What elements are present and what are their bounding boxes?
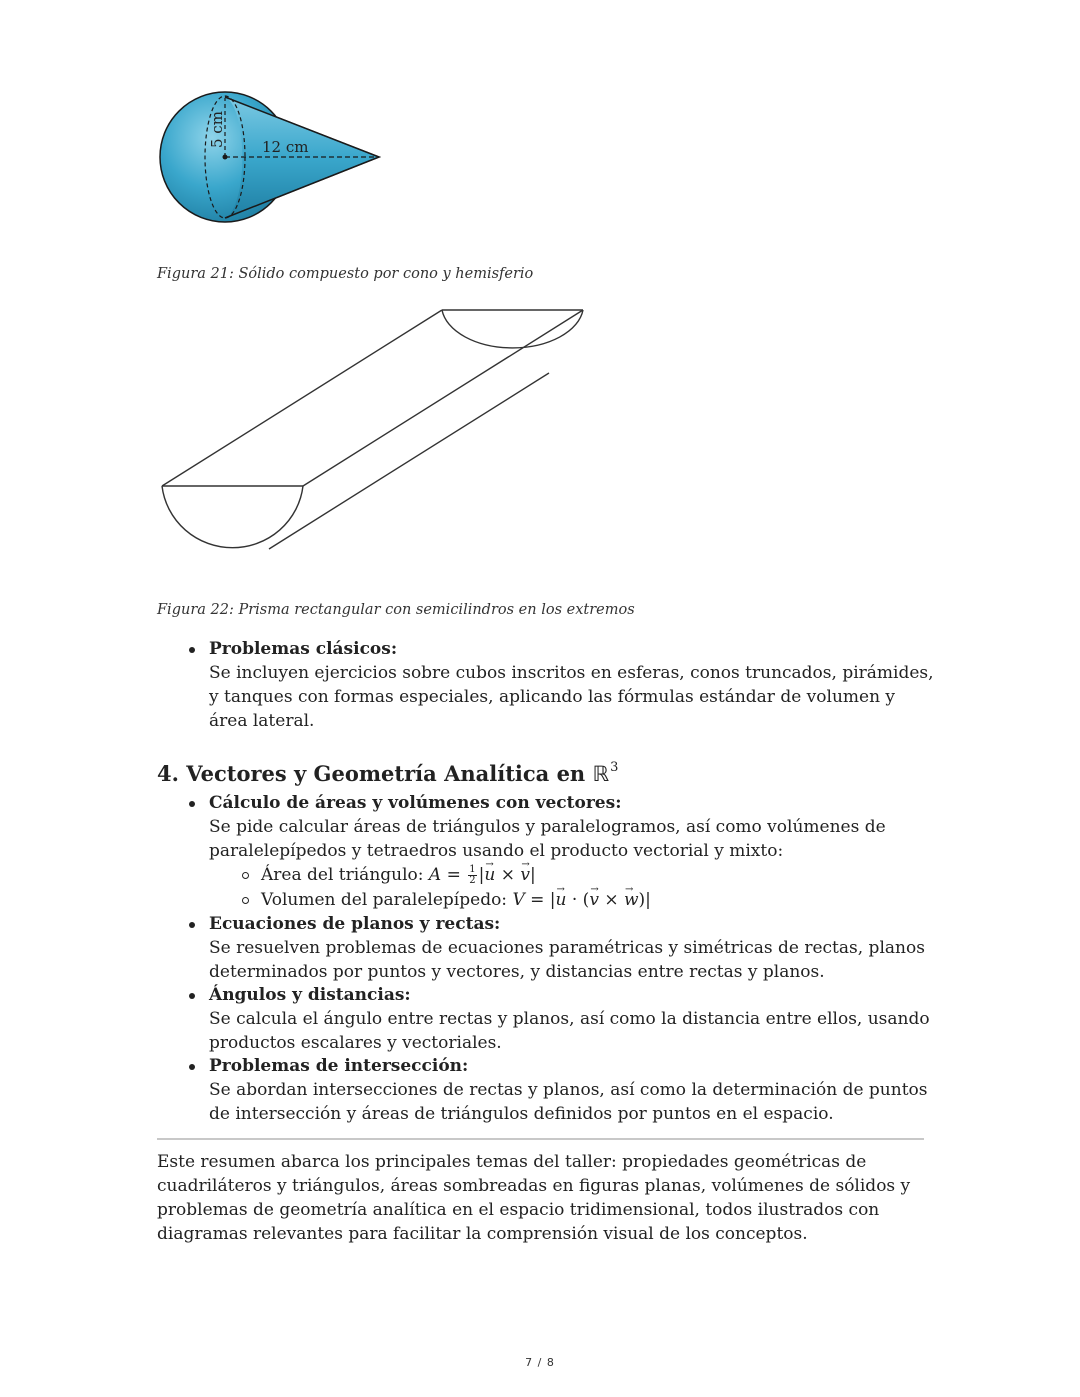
planes-lines-title: Ecuaciones de planos y rectas: xyxy=(209,914,501,934)
radius-label: 5 cm xyxy=(208,111,226,148)
page-number: 7 / 8 xyxy=(525,1356,555,1369)
areas-volumes-title: Cálculo de áreas y volúmenes con vectores: xyxy=(209,793,622,813)
real-space-exponent: 3 xyxy=(610,760,619,775)
formula-triangle-area-label: Área del triángulo: xyxy=(261,865,424,885)
formula-parallelepiped-volume-label: Volumen del paralelepípedo: xyxy=(261,890,508,910)
section-4-heading-text: 4. Vectores y Geometría Analítica en xyxy=(157,761,586,786)
real-space-symbol: ℝ xyxy=(592,762,610,786)
summary-paragraph: Este resumen abarca los principales temas del taller: propiedades geométricas de cuadriláteros y triángulos, áreas sombreadas en figuras planas, volúmenes de sólidos y problemas de geometría analítica en el espacio tridimensional, todos ilustrados con diagramas relevantes para facilitar la comprensión visual de los conceptos. xyxy=(157,1152,911,1244)
classic-problems-desc: Se incluyen ejercicios sobre cubos inscritos en esferas, conos truncados, pirámides, y tanques con formas especiales, aplicando las fórmulas estándar de volumen y área lateral. xyxy=(209,663,934,731)
classic-problems-title: Problemas clásicos: xyxy=(209,639,398,659)
trough-front-end xyxy=(162,486,303,548)
trough-bottom-edge xyxy=(269,373,549,549)
figure-22-trough xyxy=(150,300,600,565)
figure-21-caption: Figura 21: Sólido compuesto por cono y hemisferio xyxy=(157,266,534,282)
intersection-desc: Se abordan intersecciones de rectas y planos, así como la determinación de puntos de intersección y áreas de triángulos definidos por puntos en el espacio. xyxy=(209,1080,928,1124)
formula-parallelepiped-volume: Volumen del paralelepípedo: V = |u → · (v → × w →)| xyxy=(209,888,937,913)
bullet-areas-volumes xyxy=(157,792,937,913)
figure-21-cone-hemisphere xyxy=(150,88,390,228)
bullet-intersection xyxy=(157,1055,937,1126)
classic-problems-section xyxy=(157,638,937,733)
formula-triangle-area: Área del triángulo: A = $\frac{1}{2}$ |u → × v →| xyxy=(209,863,937,888)
horizontal-divider xyxy=(157,1138,924,1140)
bullet-planes-lines xyxy=(157,913,937,984)
section-4-heading xyxy=(157,754,937,788)
section-4 xyxy=(157,754,937,1126)
bullet-classic-problems xyxy=(157,638,937,733)
intersection-title: Problemas de intersección: xyxy=(209,1056,469,1076)
bullet-angles-distances xyxy=(157,984,937,1055)
angles-distances-desc: Se calcula el ángulo entre rectas y planos, así como la distancia entre ellos, usando productos escalares y vectoriales. xyxy=(209,1009,930,1053)
figure-22-caption: Figura 22: Prisma rectangular con semicilindros en los extremos xyxy=(157,602,635,618)
areas-volumes-desc: Se pide calcular áreas de triángulos y paralelogramos, así como volúmenes de paralelepípedos y tetraedros usando el producto vectorial y mixto: xyxy=(209,817,886,861)
trough-back-end xyxy=(442,310,583,348)
height-label: 12 cm xyxy=(262,138,309,156)
angles-distances-title: Ángulos y distancias: xyxy=(209,985,411,1005)
planes-lines-desc: Se resuelven problemas de ecuaciones paramétricas y simétricas de rectas, planos determinados por puntos y vectores, y distancias entre rectas y planos. xyxy=(209,938,925,982)
